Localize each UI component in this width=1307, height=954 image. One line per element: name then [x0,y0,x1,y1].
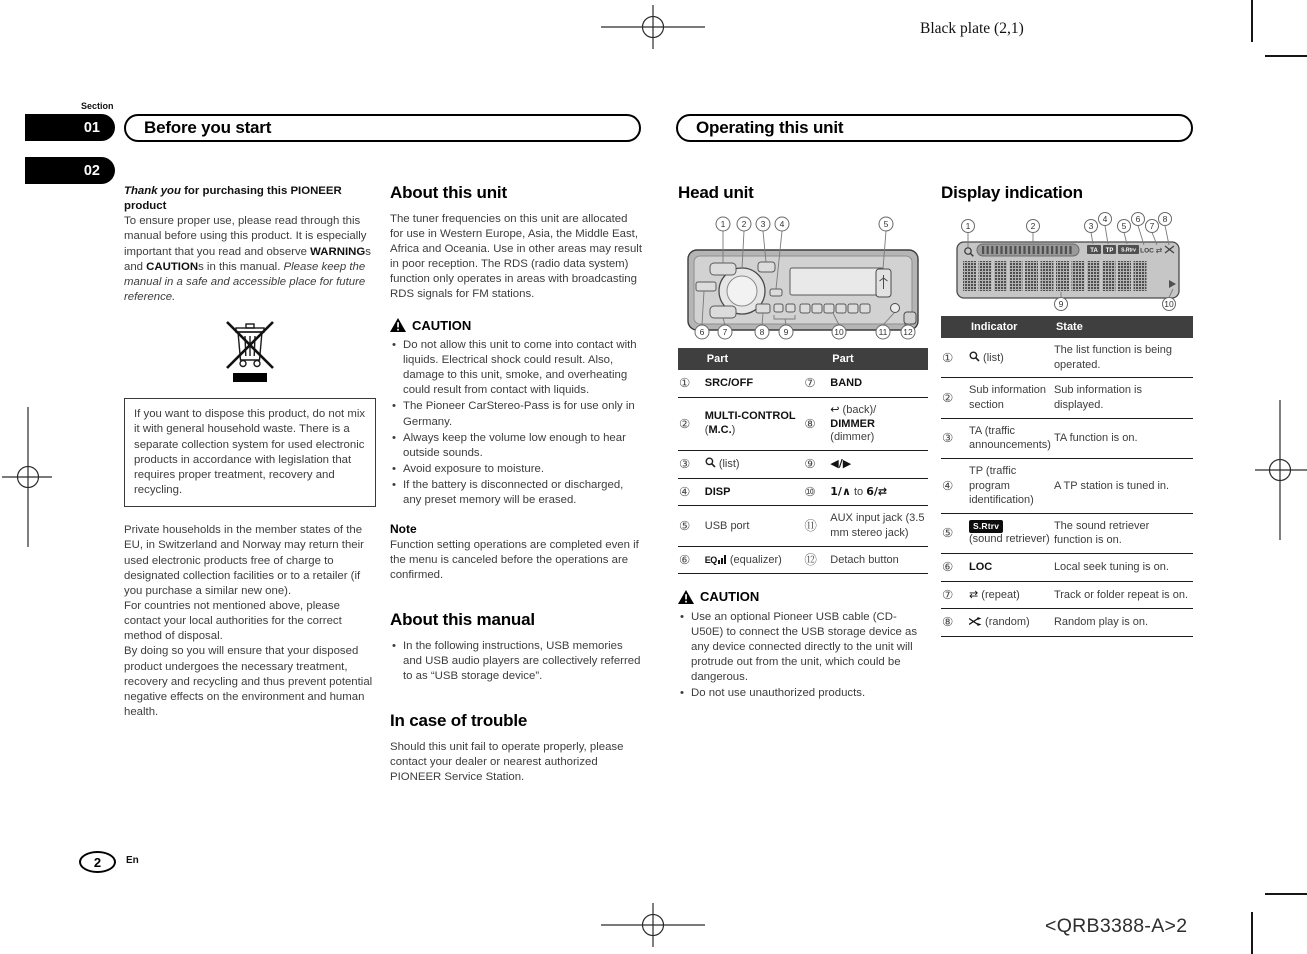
crop-line [1251,912,1253,954]
list-item: • The Pioneer CarStereo-Pass is for use only in Germany. [390,399,642,429]
aux-jack [891,303,900,312]
table-row: ② MULTI-CONTROL (M.C.) ⑧ ↩ (back)/ DIMMER (dimmer) [678,397,928,450]
repeat-icon: ⇄ [969,587,979,601]
dispose-info-box: If you want to dispose this product, do not mix it with general household waste. There is a separate collection system for used electronic products in accordance with legislation that requires proper treatment, recovery and recycling. [124,398,376,507]
column-head-unit [678,182,928,702]
banner-before-you-start [124,114,641,142]
loc-indicator: LOC [1140,247,1154,255]
sound-retriever-badge: S.Rtrv [969,520,1003,533]
svg-text:5: 5 [1121,220,1127,231]
left-button [774,304,783,312]
caution-heading: CAUTION [678,588,928,605]
list-button [758,262,775,272]
table-row: ③ TA (traffic announcements) TA function is on. [941,418,1193,458]
display-diagram [941,212,1191,312]
crop-line [1251,0,1253,42]
trouble-title: In case of trouble [390,711,528,731]
table-row: ⑧ (random) Random play is on. [941,609,1193,637]
svg-text:7: 7 [722,326,728,337]
trouble-body: Should this unit fail to operate properly, please contact your dealer or nearest authorized PIONEER Service Station. [390,740,624,783]
column-display-indication [941,182,1193,637]
svg-text:6: 6 [699,326,705,337]
intro-paragraph: To ensure proper use, please read through this manual before using this product. It is especially important that you read and observe WARNINGs and CAUTIONs in this manual. Please keep the manual in a safe and accessible place for future reference. [124,215,371,304]
about-manual-title: About this manual [390,609,535,629]
list-item: • Always keep the volume low enough to hear outside sounds. [390,431,642,461]
column-intro [124,184,376,720]
svg-text:6: 6 [1135,213,1141,224]
band-button [710,306,736,318]
table-row: ① SRC/OFF ⑦ BAND [678,370,928,397]
svg-text:TP: TP [1105,247,1114,254]
list-item: • Do not allow this unit to come into contact with liquids. Electrical shock could result. Also, damage to this unit, smoke, and overheating could result from contact with liquids. [390,338,642,399]
svg-text:4: 4 [1102,213,1108,224]
list-item: • In the following instructions, USB memories and USB audio players are collectively referred to as “USB storage device”. [390,639,642,684]
regmark-top-center [601,5,705,49]
right-button [786,304,795,312]
intro-heading: Thank you for purchasing this PIONEER product [124,185,342,213]
magnifier-icon [969,351,980,362]
display-indication-title: Display indication [941,183,1083,202]
weee-crossed-bin-icon [224,319,276,383]
svg-text:4: 4 [779,218,785,229]
households-paragraph: For countries not mentioned above, please contact your local authorities for the correct method of disposal. [124,599,342,643]
svg-text:2: 2 [741,218,747,229]
plate-code: <QRB3388-A>2 [1045,915,1188,937]
about-unit-body: The tuner frequencies on this unit are allocated for use in Western Europe, Asia, the Middle East, Africa and Oceania. Use in other areas may result in poor reception. The RDS (radio data system) function only operates in areas with broadcasting RDS signals for FM stations. [390,212,642,301]
usb-caution-list [678,610,928,702]
svg-text:10: 10 [834,326,844,337]
warning-triangle-icon [678,590,694,604]
back-icon: ↩ [830,402,840,416]
list-item: • If the battery is disconnected or discharged, any preset memory will be erased. [390,478,642,508]
svg-text:TA: TA [1090,247,1098,254]
caution-list [390,338,642,509]
list-item: • Use an optional Pioneer USB cable (CD-U50E) to connect the USB storage device as any device connected directly to the unit will protrude out from the unit, which could be dangerous. [678,610,928,686]
regmark-left [2,407,54,547]
display-window [790,268,884,295]
table-row: ⑥ LOC Local seek tuning is on. [941,554,1193,582]
svg-text:3: 3 [1088,220,1094,231]
display-indicator-table [941,316,1193,637]
table-row: ① (list) The list function is being operated. [941,338,1193,378]
section-tab-01: 01 [25,114,115,141]
table-header-row: Part Part [678,348,928,371]
households-paragraph: Private households in the member states of the EU, in Switzerland and Norway may return their used electronic products free of charge to designated collection facilities or to a retailer (if you purchase a similar new one). [124,524,364,597]
random-icon [969,617,982,626]
households-paragraph: By doing so you will ensure that your disposed product undergoes the necessary treatment, recovery and recycling and thus prevent potential negative effects on the environment and human health. [124,645,373,719]
regmark-bottom-center [601,903,705,947]
magnifier-icon [705,457,716,468]
repeat-indicator-icon: ⇄ [1155,245,1163,255]
svg-text:9: 9 [783,326,789,337]
warning-triangle-icon [390,318,406,332]
svg-text:12: 12 [903,326,913,337]
about-unit-title: About this unit [390,183,507,202]
table-row: ② Sub information section Sub information is displayed. [941,378,1193,418]
column-about [390,182,642,785]
table-row: ③ (list) ⑨ ◀/▶ [678,451,928,479]
table-row: ⑥ EQ (equalizer) ⑫ Detach button [678,546,928,574]
list-item: • Avoid exposure to moisture. [390,462,642,477]
caution-heading: CAUTION [390,317,642,334]
section-tab-02: 02 [25,157,115,184]
note-label: Note [390,521,417,536]
banner-title: Before you start [144,118,272,137]
banner-operating-this-unit [676,114,1193,142]
table-header-row: Indicator State [941,316,1193,339]
table-row: ④ DISP ⑩ 1/∧ to 6/⇄ [678,478,928,506]
svg-text:5: 5 [883,218,889,229]
head-unit-title: Head unit [678,183,754,202]
src-button [710,263,736,275]
regmark-right [1253,400,1307,540]
left-right-arrows-icon: ◀/▶ [830,457,852,471]
section-label: Section [81,101,114,111]
list-item: • Do not use unauthorized products. [678,686,928,701]
eq-button [696,282,716,291]
table-row: ④ TP (traffic program identification) A TP station is tuned in. [941,458,1193,513]
svg-text:9: 9 [1058,298,1064,309]
equalizer-icon: EQ [705,554,727,566]
svg-text:10: 10 [1164,298,1174,309]
back-dimmer-button [756,304,770,313]
crop-line [1265,893,1307,895]
head-unit-diagram [678,212,928,340]
svg-text:11: 11 [878,326,888,337]
crop-line [1265,55,1307,57]
page-number-badge: 2 [79,851,116,873]
svg-text:1: 1 [720,218,726,229]
head-unit-parts-table [678,348,928,575]
banner-title: Operating this unit [696,118,844,137]
svg-text:S.Rtrv: S.Rtrv [1121,247,1136,254]
svg-text:8: 8 [1162,213,1168,224]
disp-button [770,289,782,296]
plate-label: Black plate (2,1) [920,20,1024,37]
detach-button [904,312,916,324]
svg-text:7: 7 [1149,220,1155,231]
svg-text:3: 3 [760,218,766,229]
table-row: ⑤ USB port ⑪ AUX input jack (3.5 mm stereo jack) [678,506,928,546]
table-row: ⑦ ⇄ (repeat) Track or folder repeat is on. [941,581,1193,609]
language-label: En [126,855,139,866]
svg-text:2: 2 [1030,220,1036,231]
about-manual-list [390,639,642,684]
svg-text:1: 1 [965,220,971,231]
table-row: ⑤ S.Rtrv (sound retriever) The sound retriever function is on. [941,513,1193,553]
svg-text:8: 8 [759,326,765,337]
note-body: Function setting operations are completed even if the menu is canceled before the operations are confirmed. [390,538,639,581]
